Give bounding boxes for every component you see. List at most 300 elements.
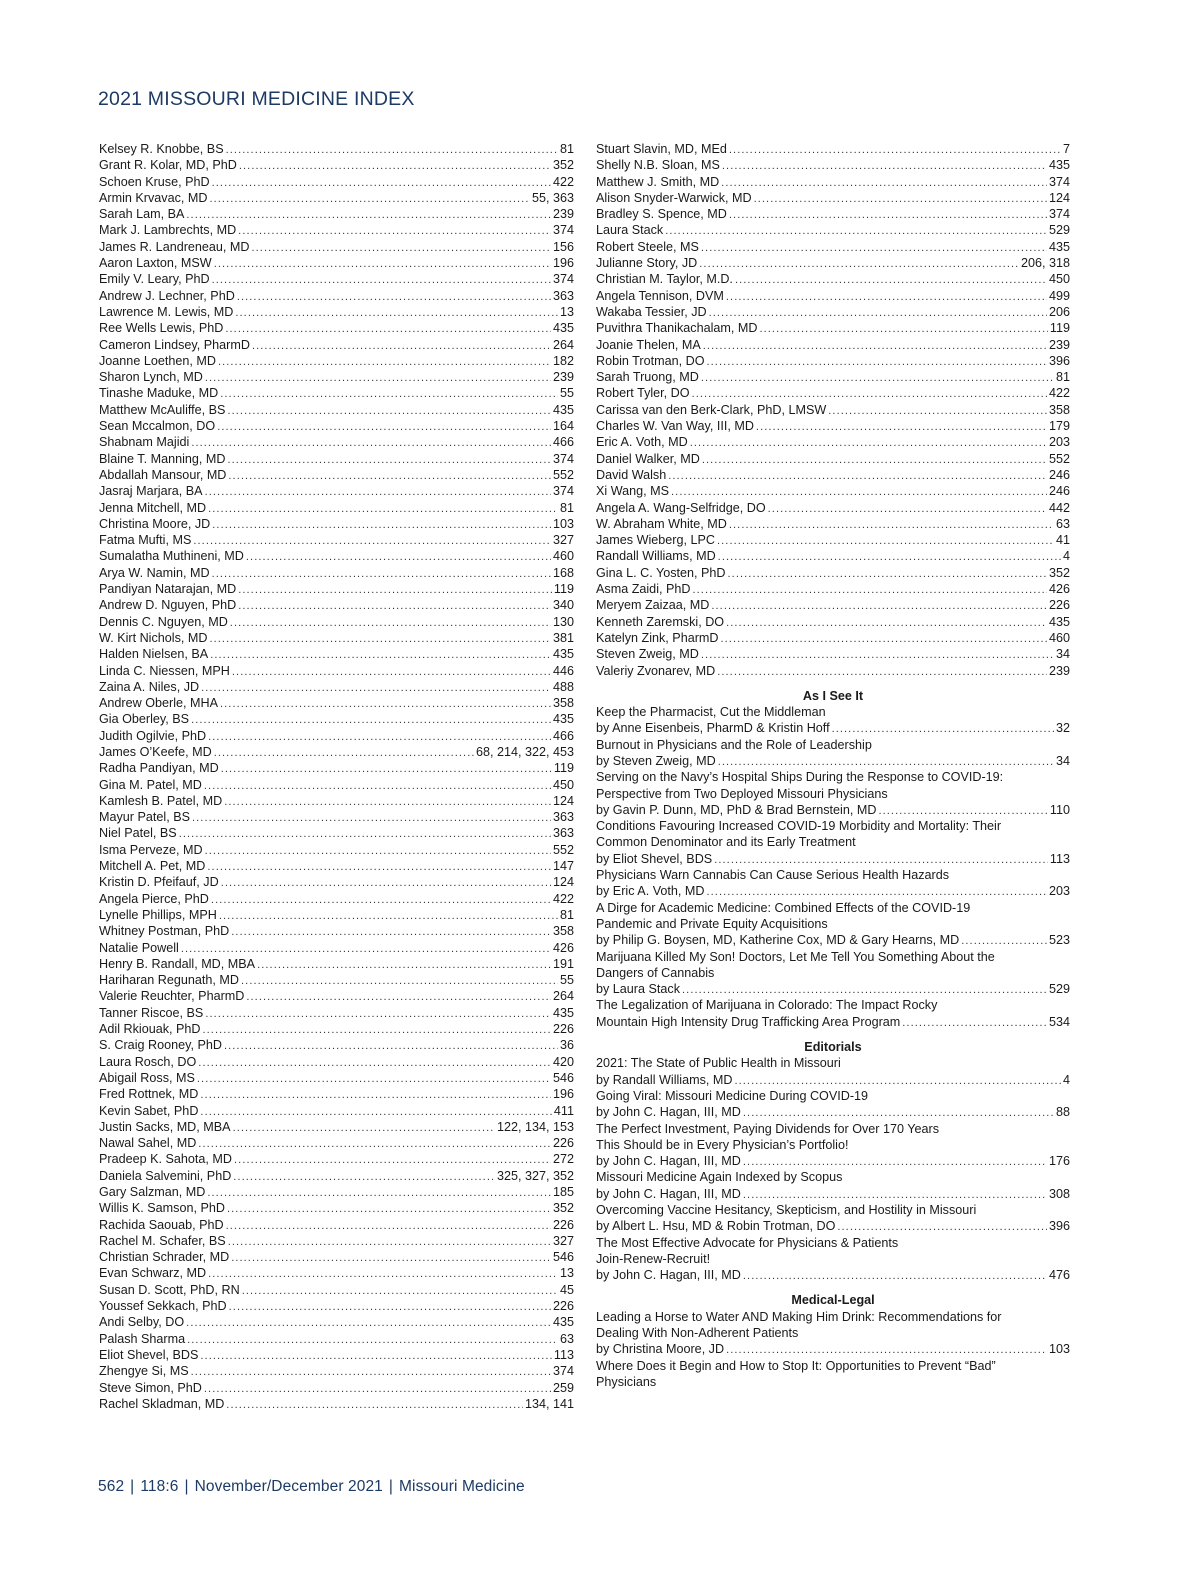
- entry-name: Rachel Skladman, MD: [99, 1396, 225, 1411]
- index-entry: [99, 1086, 574, 1102]
- entry-name: Mark J. Lambrechts, MD: [99, 223, 237, 238]
- dot-leader: [224, 794, 551, 809]
- entry-pages: 374: [552, 223, 574, 238]
- dot-leader: [717, 664, 1047, 679]
- article-title-line: The Perfect Investment, Paying Dividends for Over 170 Years: [596, 1121, 940, 1136]
- dot-leader: [224, 1038, 558, 1053]
- entry-name: Shelly N.B. Sloan, MS: [596, 158, 720, 173]
- dot-leader: [722, 158, 1047, 173]
- index-entry: [99, 1135, 574, 1151]
- dot-leader: [720, 631, 1047, 646]
- index-entry: [99, 288, 574, 304]
- dot-leader: [227, 403, 551, 418]
- index-column-left: [99, 141, 574, 1412]
- dot-leader: [212, 517, 551, 532]
- index-entry: [99, 842, 574, 858]
- entry-name: Bradley S. Spence, MD: [596, 207, 727, 222]
- entry-pages: 182: [552, 353, 574, 368]
- entry-name: by Laura Stack: [596, 982, 681, 997]
- entry-pages: 352: [1048, 565, 1070, 580]
- dot-leader: [198, 1055, 551, 1070]
- entry-name: Cameron Lindsey, PharmD: [99, 337, 250, 352]
- entry-name: Lynelle Phillips, MPH: [99, 907, 217, 922]
- entry-name: Sean Mccalmon, DO: [99, 419, 216, 434]
- article-byline: [596, 1153, 1070, 1169]
- index-entry: [99, 614, 574, 630]
- dot-leader: [257, 957, 551, 972]
- entry-name: Meryem Zaizaa, MD: [596, 598, 710, 613]
- dot-leader: [219, 908, 558, 923]
- index-entry: [99, 1233, 574, 1249]
- entry-name: Eliot Shevel, BDS: [99, 1347, 199, 1362]
- dot-leader: [246, 549, 551, 564]
- index-entry: [596, 565, 1070, 581]
- entry-name: Fatma Mufti, MS: [99, 533, 192, 548]
- index-entry: [99, 1347, 574, 1363]
- entry-pages: 34: [1055, 753, 1070, 768]
- entry-name: Radha Pandiyan, MD: [99, 761, 219, 776]
- dot-leader: [192, 810, 551, 825]
- article-byline: [596, 1267, 1070, 1283]
- entry-pages: 325, 327, 352: [496, 1168, 574, 1183]
- index-entry: [596, 467, 1070, 483]
- dot-leader: [701, 647, 1054, 662]
- index-entry: [99, 923, 574, 939]
- dot-leader: [208, 729, 551, 744]
- entry-name: Youssef Sekkach, PhD: [99, 1299, 227, 1314]
- dot-leader: [702, 452, 1047, 467]
- entry-pages: 113: [1049, 851, 1070, 866]
- index-entry: [99, 663, 574, 679]
- index-entry: [99, 467, 574, 483]
- entry-name: Mountain High Intensity Drug Trafficking Area Program: [596, 1014, 901, 1029]
- article-title-line: This Should be in Every Physician’s Portfolio!: [596, 1137, 849, 1152]
- entry-pages: 534: [1048, 1014, 1070, 1029]
- dot-leader: [714, 852, 1048, 867]
- index-entry: [596, 337, 1070, 353]
- entry-pages: 450: [552, 777, 574, 792]
- dot-leader: [729, 207, 1047, 222]
- entry-name: Kelsey R. Knobbe, BS: [99, 142, 224, 156]
- entry-name: Angela Tennison, DVM: [596, 288, 724, 303]
- entry-pages: 13: [559, 304, 574, 319]
- index-entry: [596, 190, 1070, 206]
- entry-name: Laura Stack: [596, 223, 664, 238]
- entry-name: Daniel Walker, MD: [596, 451, 700, 466]
- index-entry: [99, 1103, 574, 1119]
- index-entry: [99, 434, 574, 450]
- entry-name: Angela A. Wang-Selfridge, DO: [596, 500, 766, 515]
- entry-name: Xi Wang, MS: [596, 484, 670, 499]
- index-entry: [99, 1298, 574, 1314]
- footer-date: November/December 2021: [194, 1478, 383, 1495]
- entry-name: Gina M. Patel, MD: [99, 777, 202, 792]
- article-sections: [596, 688, 1070, 1390]
- dot-leader: [682, 982, 1047, 997]
- index-entry: [596, 434, 1070, 450]
- entry-name: Whitney Postman, PhD: [99, 924, 230, 939]
- dot-leader: [902, 1015, 1047, 1030]
- dot-leader: [665, 223, 1047, 238]
- dot-leader: [709, 305, 1047, 320]
- entry-pages: 340: [552, 598, 574, 613]
- index-entry: [99, 271, 574, 287]
- article-byline: [596, 802, 1070, 818]
- index-entry: [99, 825, 574, 841]
- dot-leader: [204, 1381, 551, 1396]
- dot-leader: [734, 1073, 1061, 1088]
- index-entry: [596, 174, 1070, 190]
- entry-name: Robert Tyler, DO: [596, 386, 690, 401]
- entry-pages: 396: [1048, 1219, 1070, 1234]
- entry-pages: 476: [1048, 1268, 1070, 1283]
- index-entry: [596, 353, 1070, 369]
- entry-name: Blaine T. Manning, MD: [99, 451, 226, 466]
- entry-pages: 374: [552, 1364, 574, 1379]
- entry-name: Julianne Story, JD: [596, 256, 698, 271]
- index-entry: [99, 222, 574, 238]
- dot-leader: [238, 598, 551, 613]
- entry-name: Matthew McAuliffe, BS: [99, 402, 226, 417]
- dot-leader: [205, 370, 551, 385]
- entry-pages: 88: [1055, 1105, 1070, 1120]
- entry-pages: 206: [1048, 304, 1070, 319]
- dot-leader: [832, 721, 1054, 736]
- index-entry: [99, 1363, 574, 1379]
- article-title-line: Join-Renew-Recruit!: [596, 1251, 711, 1266]
- index-entry: [99, 1314, 574, 1330]
- entry-pages: 81: [559, 907, 574, 922]
- dot-leader: [193, 533, 551, 548]
- entry-name: Valerie Reuchter, PharmD: [99, 989, 245, 1004]
- article-title-line: Missouri Medicine Again Indexed by Scopus: [596, 1170, 843, 1185]
- dot-leader: [246, 989, 551, 1004]
- entry-pages: 226: [552, 1136, 574, 1151]
- entry-pages: 13: [559, 1266, 574, 1281]
- article-title-line: Physicians Warn Cannabis Can Cause Serious Health Hazards: [596, 868, 950, 883]
- index-entry: [99, 760, 574, 776]
- dot-leader: [726, 289, 1047, 304]
- section-heading: Editorials: [804, 1040, 862, 1055]
- index-entry: [99, 337, 574, 353]
- entry-name: Jenna Mitchell, MD: [99, 500, 207, 515]
- dot-leader: [220, 386, 558, 401]
- article-title-line: Overcoming Vaccine Hesitancy, Skepticism, and Hostility in Missouri: [596, 1203, 977, 1217]
- entry-name: W. Abraham White, MD: [596, 516, 727, 531]
- entry-pages: 358: [1048, 402, 1070, 417]
- index-entry: [99, 858, 574, 874]
- entry-pages: 466: [552, 435, 574, 450]
- index-entry: [99, 695, 574, 711]
- entry-pages: 422: [552, 174, 574, 189]
- entry-pages: 34: [1055, 647, 1070, 662]
- author-entries-right: [596, 141, 1070, 679]
- dot-leader: [828, 403, 1047, 418]
- entry-pages: 529: [1048, 982, 1070, 997]
- index-entry: [99, 597, 574, 613]
- index-entry: [596, 483, 1070, 499]
- index-entry: [99, 1249, 574, 1265]
- index-entry: [99, 744, 574, 760]
- index-entry: [99, 174, 574, 190]
- dot-leader: [205, 484, 551, 499]
- entry-name: by Steven Zweig, MD: [596, 753, 716, 768]
- entry-pages: 196: [552, 256, 574, 271]
- entry-pages: 226: [1048, 598, 1070, 613]
- index-entry: [596, 385, 1070, 401]
- index-entry: [99, 1168, 574, 1184]
- entry-name: Gary Salzman, MD: [99, 1185, 206, 1199]
- entry-name: Sumalatha Muthineni, MD: [99, 549, 244, 564]
- article-byline: [596, 753, 1070, 769]
- dot-leader: [209, 191, 530, 206]
- dot-leader: [241, 973, 558, 988]
- index-column-right: [596, 141, 1070, 1390]
- article-title-line: Leading a Horse to Water AND Making Him Drink: Recommendations for: [596, 1309, 1002, 1324]
- entry-pages: 41: [1055, 533, 1070, 548]
- index-entry: [99, 1021, 574, 1037]
- entry-pages: 226: [552, 1299, 574, 1314]
- index-entry: [596, 222, 1070, 238]
- dot-leader: [711, 598, 1047, 613]
- index-entry: [99, 548, 574, 564]
- index-entry: [99, 353, 574, 369]
- entry-pages: 460: [552, 549, 574, 564]
- dot-leader: [217, 419, 551, 434]
- article-title-line: Keep the Pharmacist, Cut the Middleman: [596, 705, 826, 720]
- index-entry: [596, 581, 1070, 597]
- entry-pages: 124: [552, 793, 574, 808]
- entry-pages: 374: [552, 484, 574, 499]
- entry-name: Wakaba Tessier, JD: [596, 304, 707, 319]
- entry-name: Angela Pierce, PhD: [99, 891, 209, 906]
- entry-pages: 55: [559, 386, 574, 401]
- entry-pages: 36: [559, 1038, 574, 1053]
- index-entry: [99, 141, 574, 157]
- dot-leader: [707, 884, 1047, 899]
- index-entry: [99, 516, 574, 532]
- dot-leader: [721, 175, 1047, 190]
- dot-leader: [235, 305, 558, 320]
- dot-leader: [743, 1154, 1047, 1169]
- entry-name: Randall Williams, MD: [596, 549, 716, 564]
- entry-pages: 32: [1055, 721, 1070, 736]
- article-byline: [596, 981, 1070, 997]
- dot-leader: [220, 696, 551, 711]
- entry-pages: 147: [552, 859, 574, 874]
- index-entry: [99, 1119, 574, 1135]
- entry-pages: 81: [559, 500, 574, 515]
- entry-pages: 164: [552, 419, 574, 434]
- dot-leader: [225, 321, 551, 336]
- dot-leader: [718, 754, 1054, 769]
- dot-leader: [699, 256, 1019, 271]
- entry-pages: 124: [1048, 190, 1070, 205]
- dot-leader: [252, 240, 551, 255]
- entry-name: Tanner Riscoe, BS: [99, 1005, 204, 1020]
- index-entry: [596, 239, 1070, 255]
- dot-leader: [743, 1105, 1054, 1120]
- dot-leader: [726, 615, 1047, 630]
- entry-pages: 552: [552, 467, 574, 482]
- entry-pages: 523: [1048, 933, 1070, 948]
- entry-pages: 435: [1048, 614, 1070, 629]
- entry-pages: 272: [552, 1152, 574, 1167]
- entry-name: Mayur Patel, BS: [99, 810, 190, 825]
- entry-name: James R. Landreneau, MD: [99, 239, 250, 254]
- article-byline: [596, 1186, 1070, 1202]
- dot-leader: [200, 1087, 551, 1102]
- entry-name: Willis K. Samson, PhD: [99, 1201, 225, 1216]
- entry-pages: 203: [1048, 884, 1070, 899]
- entry-name: by Philip G. Boysen, MD, Katherine Cox, MD & Gary Hearns, MD: [596, 933, 960, 948]
- entry-name: Andi Selby, DO: [99, 1315, 185, 1330]
- entry-pages: 435: [1048, 239, 1070, 254]
- index-entry: [99, 402, 574, 418]
- index-entry: [99, 206, 574, 222]
- entry-name: Arya W. Namin, MD: [99, 565, 210, 580]
- dot-leader: [233, 1120, 495, 1135]
- index-entry: [99, 711, 574, 727]
- entry-name: W. Kirt Nichols, MD: [99, 630, 208, 645]
- entry-pages: 422: [1048, 386, 1070, 401]
- entry-pages: 435: [552, 1005, 574, 1020]
- entry-pages: 435: [552, 1315, 574, 1330]
- dot-leader: [743, 1187, 1047, 1202]
- entry-name: Susan D. Scott, PhD, RN: [99, 1282, 240, 1297]
- dot-leader: [197, 1071, 551, 1086]
- entry-pages: 239: [552, 207, 574, 222]
- index-entry: [99, 679, 574, 695]
- article-byline: [596, 1014, 1070, 1030]
- dot-leader: [179, 826, 551, 841]
- entry-pages: 435: [552, 402, 574, 417]
- entry-name: Carissa van den Berk-Clark, PhD, LMSW: [596, 402, 827, 417]
- dot-leader: [239, 158, 551, 173]
- entry-name: Andrew Oberle, MHA: [99, 696, 218, 711]
- index-entry: [596, 516, 1070, 532]
- entry-name: Kristin D. Pfeifauf, JD: [99, 875, 219, 890]
- entry-name: Valeriy Zvonarev, MD: [596, 663, 716, 678]
- footer-issue: 118:6: [140, 1478, 179, 1495]
- article-title-line: Pandemic and Private Equity Acquisitions: [596, 916, 828, 931]
- index-entry: [99, 777, 574, 793]
- entry-name: by John C. Hagan, III, MD: [596, 1186, 741, 1201]
- entry-name: Stuart Slavin, MD, MEd: [596, 142, 727, 156]
- entry-name: by Anne Eisenbeis, PharmD & Kristin Hoff: [596, 721, 830, 736]
- entry-pages: 381: [552, 630, 574, 645]
- dot-leader: [703, 338, 1047, 353]
- dot-leader: [701, 370, 1054, 385]
- dot-leader: [210, 647, 551, 662]
- dot-leader: [186, 207, 551, 222]
- article-byline: [596, 720, 1070, 736]
- index-entry: [596, 206, 1070, 222]
- article-byline: [596, 883, 1070, 899]
- index-entry: [99, 1331, 574, 1347]
- index-entry: [596, 157, 1070, 173]
- index-entry: [596, 630, 1070, 646]
- dot-leader: [207, 859, 551, 874]
- index-entry: [99, 1184, 574, 1200]
- dot-leader: [221, 761, 552, 776]
- dot-leader: [226, 1397, 523, 1412]
- index-entry: [99, 385, 574, 401]
- article-title-line: Common Denominator and its Early Treatment: [596, 835, 856, 850]
- entry-pages: 4: [1062, 1072, 1070, 1087]
- entry-name: Jasraj Marjara, BA: [99, 484, 203, 499]
- footer-separator: |: [130, 1478, 135, 1495]
- entry-pages: 81: [1055, 370, 1070, 385]
- entry-pages: 435: [552, 321, 574, 336]
- dot-leader: [717, 533, 1054, 548]
- entry-name: Christian M. Taylor, M.D.: [596, 272, 733, 287]
- dot-leader: [728, 566, 1047, 581]
- index-entry: [99, 940, 574, 956]
- entry-name: Steve Simon, PhD: [99, 1380, 202, 1395]
- dot-leader: [242, 1283, 558, 1298]
- entry-name: Natalie Powell: [99, 940, 179, 955]
- dot-leader: [191, 1364, 551, 1379]
- dot-leader: [238, 582, 552, 597]
- footer-page-number: 562: [98, 1478, 125, 1495]
- entry-name: by Albert L. Hsu, MD & Robin Trotman, DO: [596, 1219, 836, 1234]
- entry-pages: 411: [553, 1103, 574, 1118]
- entry-name: Christian Schrader, MD: [99, 1250, 230, 1265]
- entry-name: by Randall Williams, MD: [596, 1072, 733, 1087]
- index-entry: [596, 646, 1070, 662]
- dot-leader: [205, 1006, 551, 1021]
- entry-pages: 327: [552, 533, 574, 548]
- entry-pages: 239: [552, 370, 574, 385]
- dot-leader: [743, 1268, 1047, 1283]
- entry-name: Linda C. Niessen, MPH: [99, 663, 230, 678]
- article-title-line: The Most Effective Advocate for Physicians & Patients: [596, 1235, 899, 1250]
- index-entry: [596, 141, 1070, 157]
- index-entry: [596, 271, 1070, 287]
- index-entry: [596, 418, 1070, 434]
- index-entry: [99, 793, 574, 809]
- index-entry: [99, 1054, 574, 1070]
- entry-pages: 196: [552, 1087, 574, 1102]
- index-entry: [99, 239, 574, 255]
- dot-leader: [228, 1234, 551, 1249]
- entry-pages: 55, 363: [531, 190, 574, 205]
- entry-name: Robin Trotman, DO: [596, 353, 705, 368]
- article-byline: [596, 1341, 1070, 1357]
- dot-leader: [214, 745, 474, 760]
- index-entry: [99, 809, 574, 825]
- dot-leader: [226, 1218, 551, 1233]
- entry-pages: 552: [552, 842, 574, 857]
- entry-pages: 422: [552, 891, 574, 906]
- entry-name: Isma Perveze, MD: [99, 842, 203, 857]
- footer-journal: Missouri Medicine: [399, 1478, 525, 1495]
- index-entry: [596, 320, 1070, 336]
- page-title: 2021 MISSOURI MEDICINE INDEX: [98, 88, 415, 110]
- index-entry: [99, 304, 574, 320]
- entry-pages: 156: [552, 239, 574, 254]
- entry-name: Grant R. Kolar, MD, PhD: [99, 158, 237, 173]
- dot-leader: [227, 1201, 551, 1216]
- dot-leader: [211, 892, 551, 907]
- entry-pages: 206, 318: [1020, 256, 1070, 271]
- entry-pages: 103: [1048, 1342, 1070, 1357]
- entry-name: Nawal Sahel, MD: [99, 1136, 197, 1151]
- index-entry: [99, 1265, 574, 1281]
- entry-name: Steven Zweig, MD: [596, 647, 699, 662]
- entry-pages: 110: [1049, 802, 1070, 817]
